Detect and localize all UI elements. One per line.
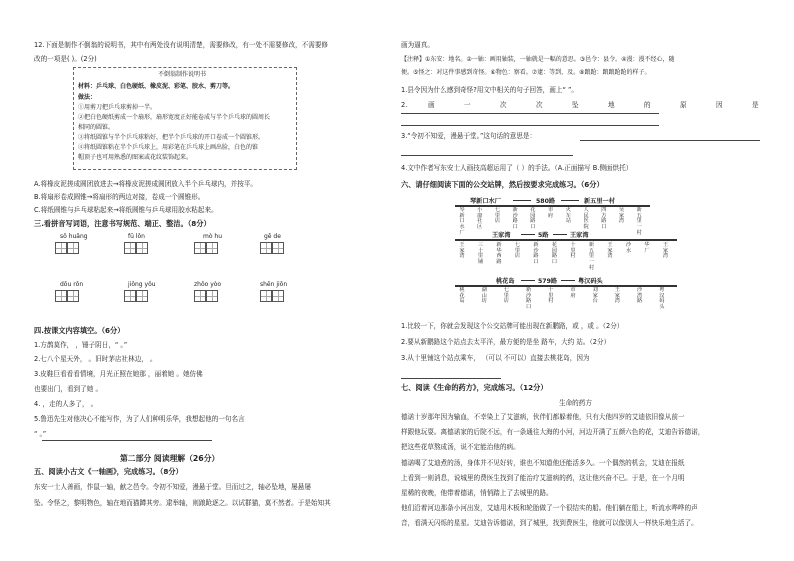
reading-q2-char: 次 [500,101,507,109]
bus-sign [455,194,677,310]
bus-stop: 花园路口 [551,242,558,266]
reading-q2-char: 因 [716,101,723,109]
bus-stop: 七里店 [503,287,509,305]
bus-stop: 十里村 [570,242,576,260]
story-line: 样跟他玩耍。离德诺家的后院不远，有一条通往大海的小河，河边开满了五颜六色的花，艾迪告诉德诺， [401,428,705,436]
bus-stop: 新沙路口 [525,287,532,311]
reading-q2-char: 次 [536,101,543,109]
reading-q4: 4.文中作者写东安士人画技高超运用了（ ）的手法。（A.正面描写 B.侧面烘托） [401,164,633,172]
route2-track [455,239,677,241]
fill-item: 5.鲁迅先生对他决心不能写作，为了人们种明乐华，我想起他的一句名言 [34,415,245,423]
writing-grid[interactable] [124,290,136,302]
manual-step: ③将纸圆锥与半个乒乓球粘好，把半个乒乓球的开口卷成一个圆锥形。 [78,134,265,141]
answer-line[interactable] [401,113,659,114]
bus-stop: 王家湾 [614,287,620,305]
reading-q1: 1.县令因为什么感到奇怪?用文中相关的句子回答，画上“ ”。 [401,86,578,94]
bus-stop: 刘家台 [592,287,598,305]
reading-q2-char: 是 [752,101,759,109]
bus-stop: 人民医院 [583,207,589,231]
route3-track [455,285,677,287]
fill-item: 1.方鹊莫作， ，锤子阴日，“ 。” [34,341,128,349]
bus-stop: 湖山坊 [481,287,487,305]
writing-grid[interactable] [55,290,67,302]
writing-grid[interactable] [136,290,148,302]
route-arrow [521,234,535,235]
writing-grid[interactable] [206,242,218,254]
section7-title: 七、阅读《生命的药方》，完成练习。（12分） [401,383,548,392]
manual-step: ①用剪刀把乒乓球剪掉一半。 [78,104,157,111]
reading-q2-char: 坠 [572,101,579,109]
writing-grid[interactable] [272,242,284,254]
answer-line[interactable] [580,140,760,141]
manual-title: 不倒翁制作说明书 [158,71,207,78]
fill-item: 4. ，走的人多了， 。 [34,400,98,408]
bus-stop: 新五里一村 [588,242,595,271]
reading-q2-label: 2. [401,101,408,109]
pinyin-label: jiōng yǒu [128,281,156,288]
story-title: 生命的药方 [559,399,592,407]
route3-to: 粤汉码头 [578,278,603,285]
bus-stop: 七里店 [494,207,501,225]
writing-grid[interactable] [260,290,272,302]
story-line: 上看到一则消息，说城里的费医生找到了能治疗艾滋病的药，这让他兴奋不已。于是，在一个月明 [401,474,685,482]
story-line: 坠。令怪之，黎明物色，轴在地而猫蹲其旁。逮举轴，则踉跄逐之。以试群猫，莫不然者。于是始知其 [34,499,331,507]
bus-stop: 花园路口 [530,207,536,231]
pinyin-label: dōu rǒn [60,281,84,288]
pinyin-label: zhōo yòo [194,281,222,288]
story-line: 德诺喝了艾迪煮的汤，身体并不见好转，谁也不知道他还能活多久。一个偶然的机会，艾迪在报纸 [401,459,685,467]
route2-to: 王家湾 [570,232,589,239]
route3-line: 579路 [538,278,558,285]
bus-stop: 十里村 [548,287,554,305]
para-end: 画为逼真。 [401,41,434,49]
story-line: 他们沿着河边那条小河出发，艾迪用木板和轮胎做了一个很结实的船。他们躺在船上，听流水哗哗的声 [401,504,698,512]
bus-stop: 新沙路口 [533,242,539,266]
section5-title: 五、阅读小古文《一轴画》，完成练习。（8分） [34,467,183,476]
pinyin-label: sō huǎng [60,233,88,240]
route-arrow [553,234,567,235]
answer-line[interactable] [401,155,573,156]
reading-q2-char: 的 [644,101,651,109]
reading-q2-char: 原 [680,101,687,109]
bus-stop: 沙湾路 [636,287,643,305]
part2-title: 第二部分 阅读理解（26分） [120,454,220,463]
route1-to: 新五里一村 [584,198,615,205]
bus-stop: 七里店 [514,242,521,260]
bus-q2: 2.要从新鹏路这个站点去太平洋，最方便的是坐 路车，大约 站。（2分） [401,338,611,346]
bus-stop: 新华西路 [496,242,502,266]
writing-grid[interactable] [206,290,218,302]
bus-stop: 火车站 [565,207,571,225]
pinyin-label: shēn jiōn [260,281,288,288]
manual-step: 帽顶子也可用熟悉的图案或花纹装饰起来。 [78,154,193,161]
bus-stop: 新沙路口 [512,207,518,231]
writing-grid[interactable] [194,290,206,302]
bus-stop: 三十里铺 [477,242,484,266]
bus-stop: 市府 [548,207,554,219]
route1-from: 琴新口水厂 [470,198,501,205]
fill-item: 2.七八个星天外， 。旧时茅店社林边， 。 [34,355,157,363]
reading-q2-char: 一 [464,101,471,109]
q12-line2: 改的一项是( )。(2分) [34,55,97,63]
story-line: 星稀的夜晚，他带着德诺，悄悄踏上了去城里的路。 [401,489,553,497]
section4-title: 四.按课文内容填空。（6分） [34,326,125,335]
manual-step: ②把白色硬纸剪成一个扇形，扇形宽度正好能卷成与半个乒乓球的圆周长 [78,114,271,121]
writing-grid[interactable] [194,242,206,254]
bus-stop: 小康社区 [477,207,483,231]
manual-step: 相同的圆锥。 [78,124,115,131]
bus-stop: 粤汉码头 [659,287,665,311]
pinyin-label: mò hu [203,233,223,240]
story-line: 把这些花草熬成汤，说不定能治他的病。 [401,443,520,451]
route1-line: 580路 [536,198,556,205]
bus-stop: 王家湾 [607,242,613,260]
pinyin-label: fū lǒn [128,233,145,240]
q12-option-a: A.将橡皮泥搓成圆团放进去→将橡皮泥搓成圆团放入半个乒乓球内，并按平。 [34,180,258,188]
bus-stop: 琴新口水厂 [459,207,465,236]
q12-line1: 12.下面是制作不倒翁的说明书，其中有两处没有说明清楚，需要修改，有一处不需要修改，不需要修 [34,41,329,49]
writing-grid[interactable] [136,242,148,254]
writing-grid[interactable] [55,242,67,254]
bus-stop: 市府 [570,287,576,299]
writing-grid[interactable] [272,290,284,302]
writing-grid[interactable] [67,290,79,302]
pinyin-label: gē de [264,233,281,240]
writing-grid[interactable] [260,242,272,254]
bus-q1: 1.比较一下，你就会发现这个公交站牌可能出现在新鹏路，或 ，或 。（2分） [401,322,624,330]
bus-stop: 桃花岛 [459,287,465,305]
reading-q2-char: 地 [608,101,615,109]
reading-q2-char: 画 [428,101,435,109]
bus-stop: 吴家湾 [618,207,625,225]
story-line: 德诺十岁那年因为输血，不幸染上了艾滋病，伙伴们都躲着他，只有大他四岁的艾迪依旧像从前一 [401,413,685,421]
section6-title: 六、请仔细阅读下面的公交站牌，然后按要求完成练习。（6分） [401,180,604,189]
bus-stop: 四方路口 [601,207,607,231]
q12-option-c: C.将纸圆锥与乒乓球粘起来→将纸圆锥与乒乓球用胶水粘起来。 [34,206,218,214]
q12-option-b: B.将扇形卷成圆锥→将扇形的两边对接，卷成一个圆锥形。 [34,193,205,201]
route3-from: 桃花岛 [496,278,515,285]
bus-stop: 沙水 [625,242,632,254]
route2-from: 王家湾 [492,232,511,239]
bus-stop: 王家湾 [459,242,465,260]
route-arrow [561,280,575,281]
bus-q3: 3.从十里铺这个站点乘车， （可以 不可以）直接去桃花岛，因为 [401,354,590,362]
reading-q3: 3.“令初不知爱，漫悬于堂。”这句话的意思是： [401,132,537,140]
writing-grid[interactable] [124,242,136,254]
bus-stop: 王家湾 [662,242,669,260]
story-line: 音，看满天闪烁的星星。艾迪告诉德诺，到了城里，找到费医生，他就可以像别人一样快乐地生活了。 [401,519,698,527]
fill-item: 3.皮鞋巨看看看情境，月光正照在她那 ，丽着她 。她仿佛 [34,370,203,378]
fill-item: “ 。” [34,430,47,438]
section3-title: 三.看拼音写词语，注意书写规范、端正、整洁。（8分） [34,219,211,228]
answer-line[interactable] [401,125,659,126]
route-arrow [521,280,535,281]
answer-line[interactable] [401,378,501,379]
manual-method-label: 做法： [78,94,97,101]
manual-materials: 材料：乒乓球、白色硬纸、橡皮泥、彩笔、胶水、剪刀等。 [78,83,235,90]
manual-step: ④将纸圆锥粘在半个乒乓球上，用彩笔在乒乓球上画出脸，白色的锥 [78,144,259,151]
route-arrow [513,200,531,201]
notes-line2: 便。⑤怪之：对这件事感到奇怪。⑥物色：察看。⑦逮：等到，及。⑧踉跄：踉踉跄跄的样子。 [401,69,651,76]
fill-item: 也要出门，看到了她 。 [34,385,103,393]
bus-stop: 华厂 [644,242,650,254]
writing-grid[interactable] [67,242,79,254]
answer-line[interactable] [42,440,212,441]
bus-stop: 新五里一村 [636,207,642,236]
notes-line1: 【注释】①东安：地名。②一轴：画用轴装，一轴就是一幅的意思。③邑令：县令。④漫：漫不经心，随 [401,56,675,63]
route-arrow [561,200,579,201]
story-line: 东安一士人善画，作鼠一轴，献之邑令。令初不知爱，漫悬于堂。旦而过之，轴必坠地，屡悬屡 [34,483,311,491]
route2-line: 5路 [538,232,549,239]
